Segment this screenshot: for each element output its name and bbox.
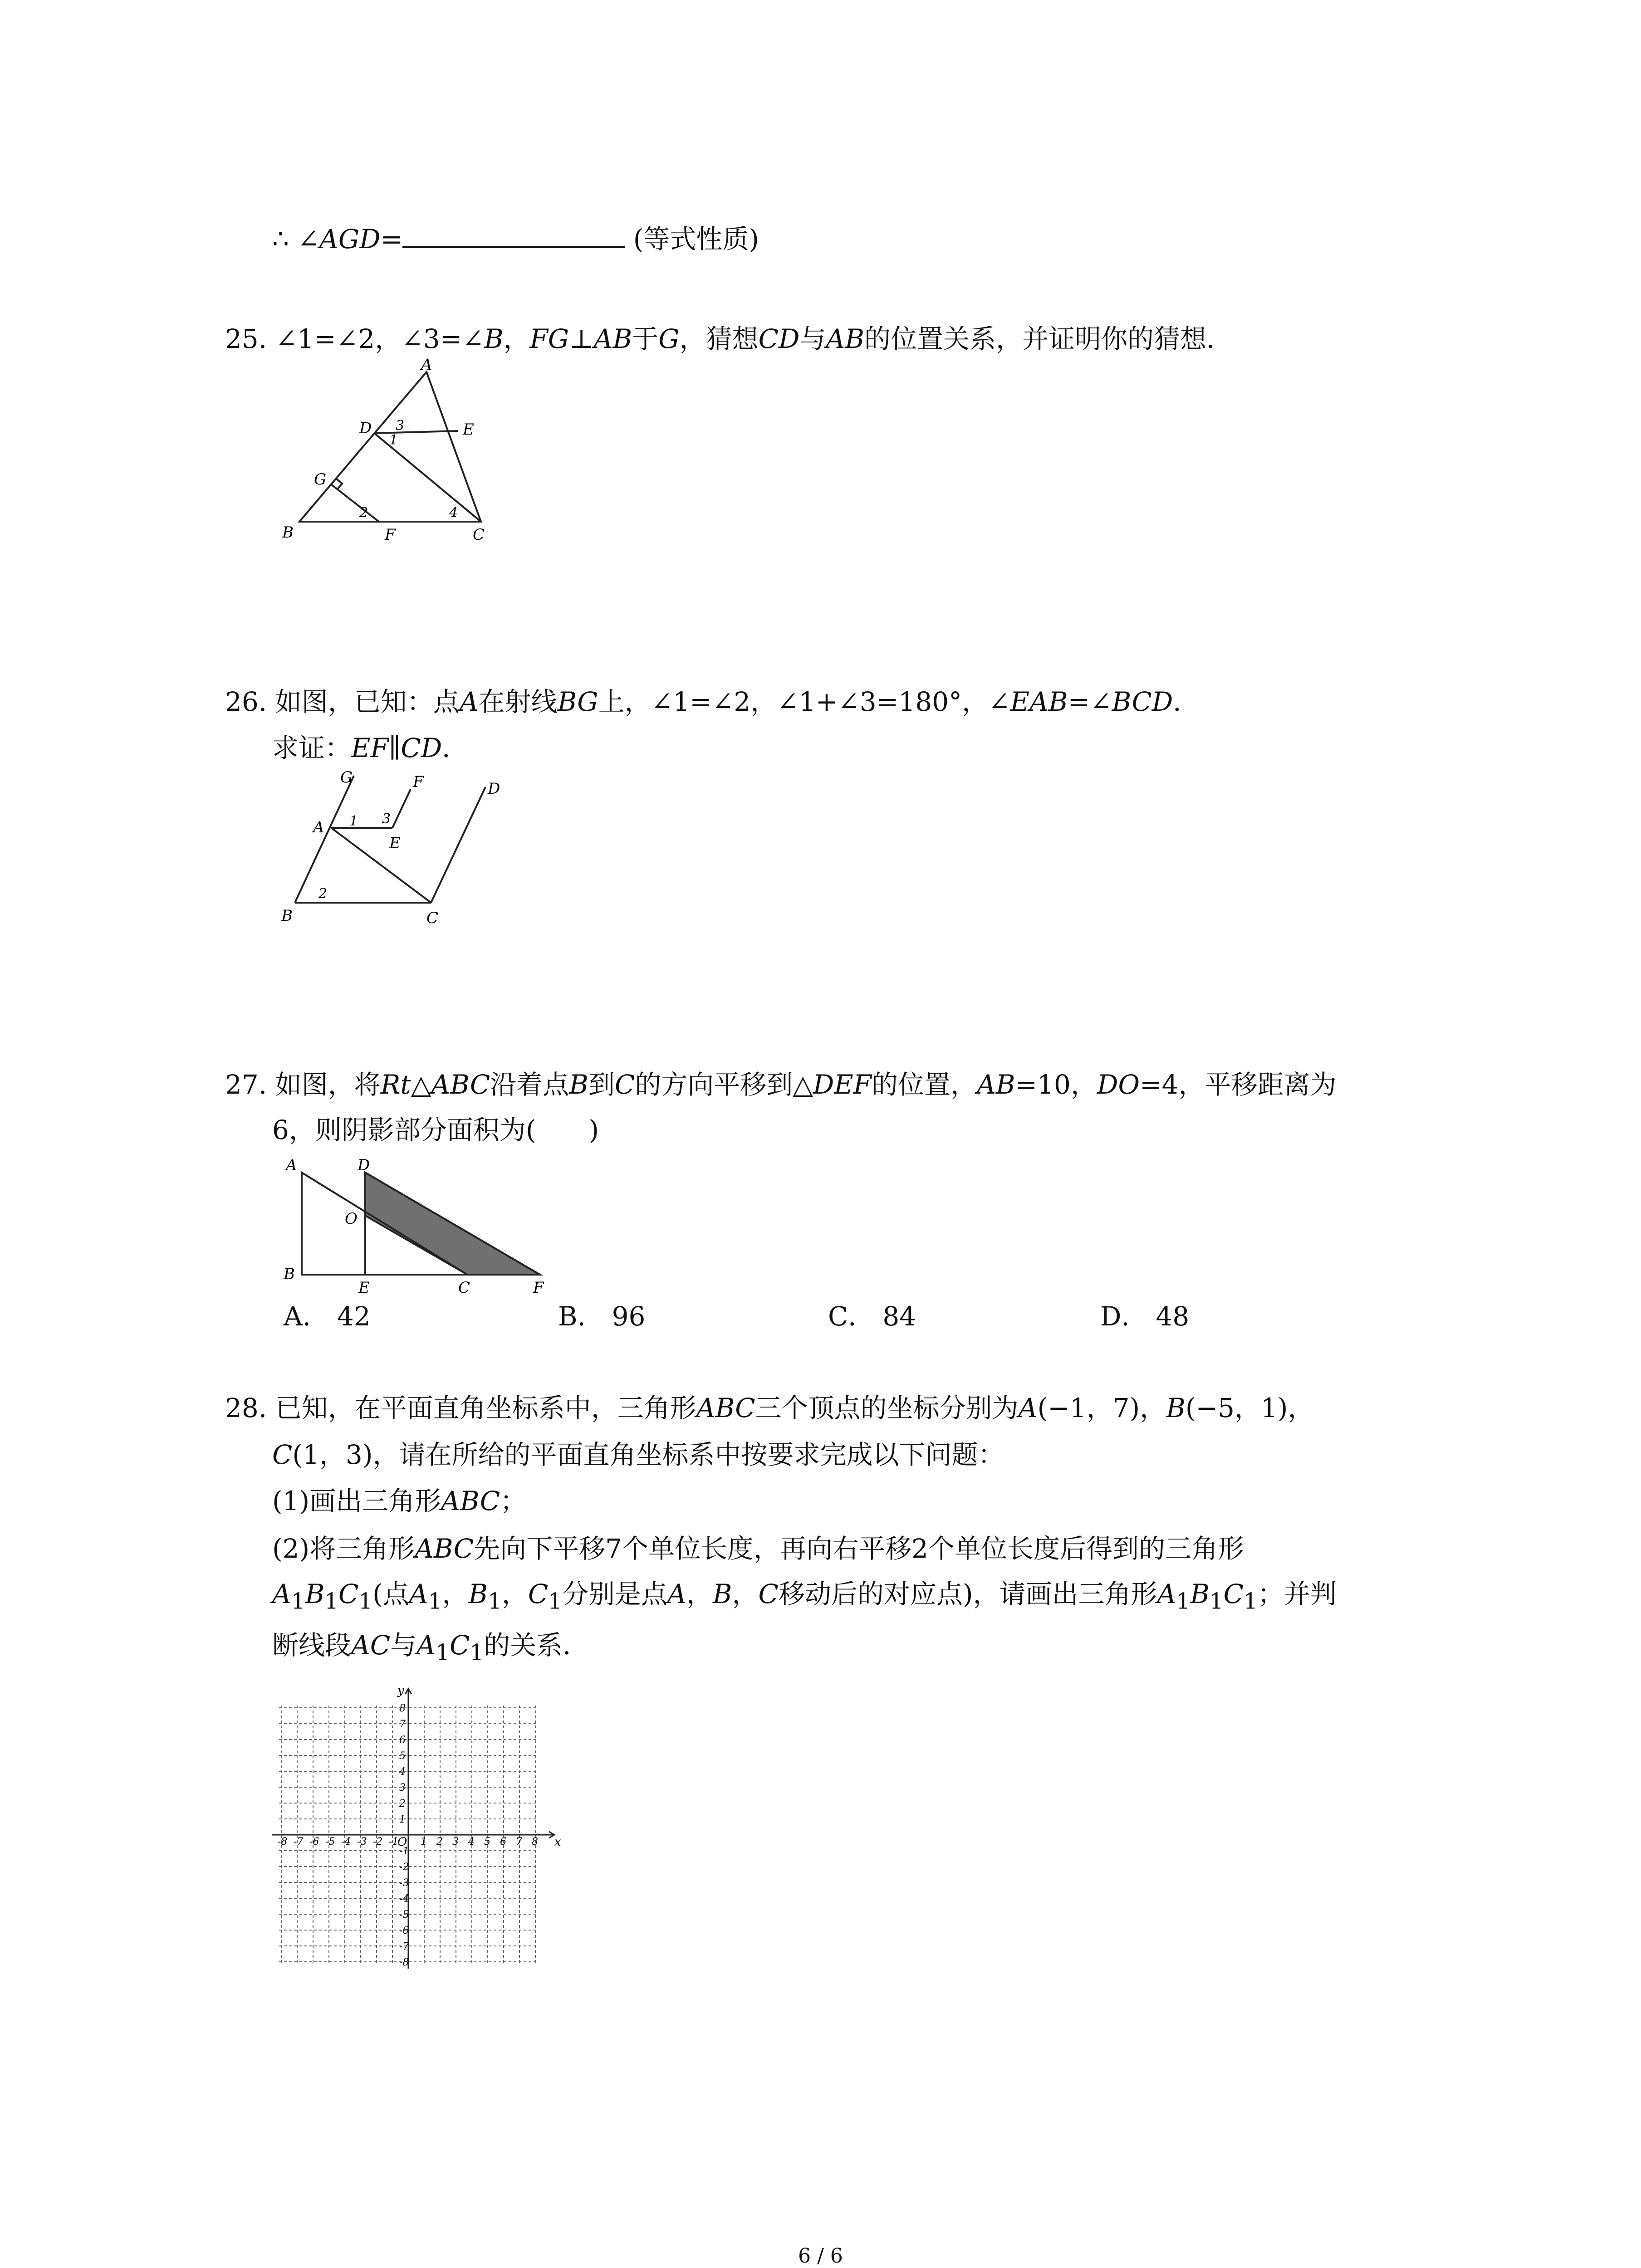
question-28-line3: (1)画出三角形ABC；: [272, 1486, 527, 1516]
label-D: D: [359, 419, 372, 437]
angle-4: 4: [449, 505, 458, 521]
label-F: F: [385, 526, 396, 544]
figure-26-parallel: [263, 767, 517, 939]
y-tick-label: 4: [399, 1766, 406, 1778]
label-E: E: [463, 420, 474, 439]
y-tick-label: -4: [399, 1893, 409, 1905]
y-tick-label: 5: [399, 1750, 406, 1762]
y-tick-label: -8: [399, 1957, 409, 1968]
x-tick-label: -3: [357, 1836, 367, 1848]
angle-1: 1: [389, 432, 398, 448]
question-25: 25. ∠1=∠2，∠3=∠B，FG⊥AB于G，猜想CD与AB的位置关系，并证明你的猜想．: [225, 323, 1233, 354]
angle-2: 2: [359, 505, 368, 521]
x-tick-label: 2: [436, 1836, 443, 1848]
label-A: A: [421, 358, 432, 374]
label-E: E: [389, 834, 401, 852]
label-C: C: [473, 526, 485, 544]
y-tick-label: -1: [399, 1846, 409, 1857]
option-D[interactable]: D． 48: [1100, 1301, 1190, 1332]
angle-3: 3: [382, 811, 391, 827]
label-F: F: [533, 1279, 544, 1297]
angle-1: 1: [349, 813, 358, 829]
origin-label: O: [397, 1835, 407, 1849]
x-tick-label: -4: [341, 1836, 351, 1848]
angle-3: 3: [396, 418, 405, 434]
question-26-line1: 26. 如图，已知：点A在射线BG上，∠1=∠2，∠1+∠3=180°，∠EAB=∠BCD．: [225, 686, 1200, 717]
y-tick-label: -2: [399, 1862, 409, 1873]
label-C: C: [458, 1279, 470, 1297]
label-F: F: [413, 773, 424, 791]
y-tick-label: -6: [399, 1925, 409, 1936]
label-G: G: [314, 470, 327, 489]
x-tick-label: 7: [516, 1836, 522, 1848]
y-tick-label: 7: [399, 1719, 406, 1730]
x-axis-label: x: [554, 1835, 561, 1849]
y-tick-label: 1: [399, 1814, 406, 1825]
previous-proof-line: ∴ ∠AGD= (等式性质): [272, 224, 759, 254]
question-28-line1: 28. 已知，在平面直角坐标系中，三角形ABC三个顶点的坐标分别为A(−1，7)，B(−5，1)，: [225, 1393, 1314, 1423]
y-tick-label: -7: [399, 1941, 409, 1952]
question-28-line5: $A_1B_1C_1$(点$A_1$，$B_1$，$C_1$分别是点A，B，C移动后的对应点)，请画出三角形$A_1B_1C_1$；并判: [272, 1579, 1337, 1614]
label-O: O: [345, 1210, 358, 1228]
angle-2: 2: [318, 886, 328, 902]
x-tick-label: 6: [500, 1836, 506, 1848]
label-A: A: [313, 818, 324, 836]
y-axis-label: y: [397, 1684, 404, 1697]
question-27-line2: 6，则阴影部分面积为( ): [272, 1114, 599, 1145]
question-27-line1: 27. 如图，将Rt△ABC沿着点B到C的方向平移到△DEF的位置，AB=10，DO=4，平移距离为: [225, 1069, 1337, 1100]
y-tick-label: 8: [399, 1703, 406, 1714]
question-28-line4: (2)将三角形ABC先向下平移7个单位长度，再向右平移2个单位长度后得到的三角形: [272, 1533, 1244, 1564]
label-C: C: [426, 909, 439, 927]
x-tick-label: 1: [421, 1836, 427, 1848]
y-tick-label: -5: [399, 1909, 409, 1921]
y-tick-label: 6: [399, 1735, 406, 1746]
figure-25-triangle: [263, 358, 499, 549]
y-tick-label: 3: [399, 1782, 406, 1794]
option-C[interactable]: C． 84: [828, 1301, 916, 1332]
label-B: B: [281, 907, 293, 925]
coordinate-grid[interactable]: [272, 1678, 581, 1978]
label-D: D: [488, 780, 500, 798]
y-tick-label: -3: [399, 1877, 409, 1889]
option-A[interactable]: A． 42: [284, 1301, 371, 1332]
label-A: A: [286, 1156, 297, 1174]
label-B: B: [284, 1265, 295, 1283]
x-tick-label: -8: [278, 1836, 288, 1848]
y-tick-label: 2: [399, 1798, 406, 1809]
label-E: E: [358, 1279, 370, 1297]
x-tick-label: -1: [389, 1836, 399, 1848]
question-26-line2: 求证：EF∥CD．: [272, 733, 469, 763]
question-28-line2: C(1，3)，请在所给的平面直角坐标系中按要求完成以下问题：: [272, 1439, 1004, 1470]
x-tick-label: 3: [452, 1836, 459, 1848]
question-28-line6: 断线段AC与$A_1C_1$的关系．: [272, 1630, 589, 1666]
x-tick-label: -2: [373, 1836, 383, 1848]
x-tick-label: 8: [532, 1836, 538, 1848]
label-D: D: [358, 1156, 370, 1174]
x-tick-label: 5: [484, 1836, 490, 1848]
x-tick-label: -7: [294, 1836, 304, 1848]
option-B[interactable]: B． 96: [558, 1301, 646, 1332]
label-G: G: [340, 768, 353, 787]
label-B: B: [282, 523, 294, 542]
x-tick-label: 4: [468, 1836, 475, 1848]
page-number: 6 / 6: [798, 2244, 843, 2268]
figure-27-translation: [272, 1152, 563, 1297]
answer-blank[interactable]: [402, 226, 625, 248]
x-tick-label: -6: [309, 1836, 319, 1848]
x-tick-label: -5: [325, 1836, 335, 1848]
